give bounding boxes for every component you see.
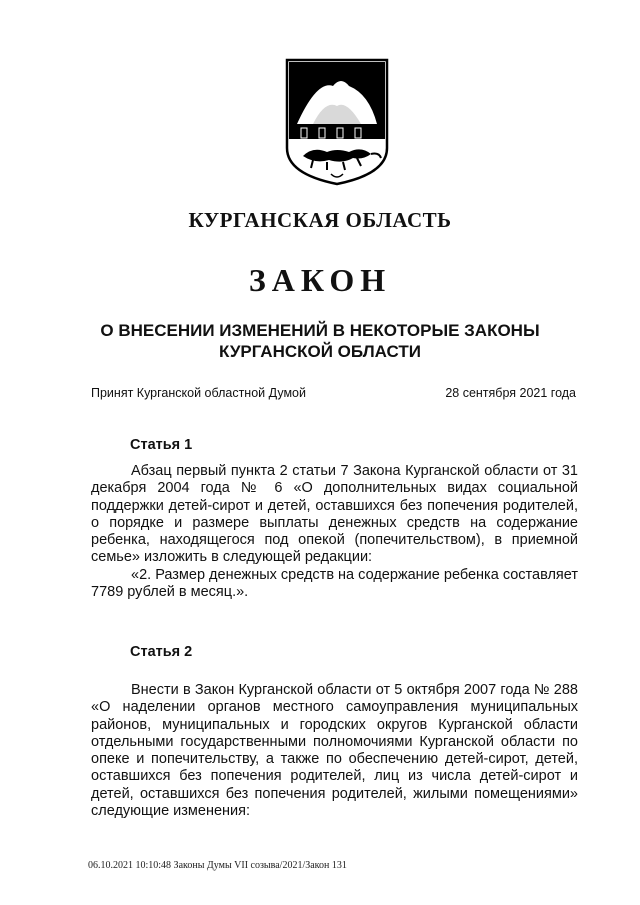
adopted-by: Принят Курганской областной Думой [91,386,306,400]
adoption-row [91,386,576,404]
coat-of-arms-icon [283,56,391,188]
article-1-paragraph-2: «2. Размер денежных средств на содержание ребенка составляет 7789 рублей в месяц.». [91,566,578,601]
region-title: КУРГАНСКАЯ ОБЛАСТЬ [188,208,452,232]
article-1-body [91,463,578,601]
law-subject [90,320,550,362]
law-subject-line-2: КУРГАНСКОЙ ОБЛАСТИ [219,342,421,361]
article-1-heading: Статья 1 [130,437,193,453]
article-2-paragraph-1: Внести в Закон Курганской области от 5 октября 2007 года № 288 «О наделении органов местного самоуправления муниципальных районов, муниципальных и городских округов Курганской области отдельными государственными полномочиями Курганской области по опеке и попечительству, а также по обеспечению детей-сирот, детей, оставшихся без попечения родителей, лиц из числа детей-сирот и детей, оставшихся без попечения родителей, жилыми помещениями» следующие изменения: [91,682,578,820]
article-2-heading: Статья 2 [130,644,193,660]
article-2-body [91,682,578,820]
article-1-paragraph-1: Абзац первый пункта 2 статьи 7 Закона Курганской области от 31 декабря 2004 года № 6 «О дополнительных видах социальной поддержки детей-сирот и детей, оставшихся без попечения родителей, о порядке и размере выплаты денежных средств на содержание ребенка, находящегося под опекой (попечительством), в приемной семье» изложить в следующей редакции: [91,463,578,566]
law-subject-line-1: О ВНЕСЕНИИ ИЗМЕНЕНИЙ В НЕКОТОРЫЕ ЗАКОНЫ [100,321,540,340]
document-type: ЗАКОН [248,262,392,298]
adoption-date: 28 сентября 2021 года [445,386,576,400]
document-footer: 06.10.2021 10:10:48 Законы Думы VII созыва/2021/Закон 131 [88,860,347,871]
